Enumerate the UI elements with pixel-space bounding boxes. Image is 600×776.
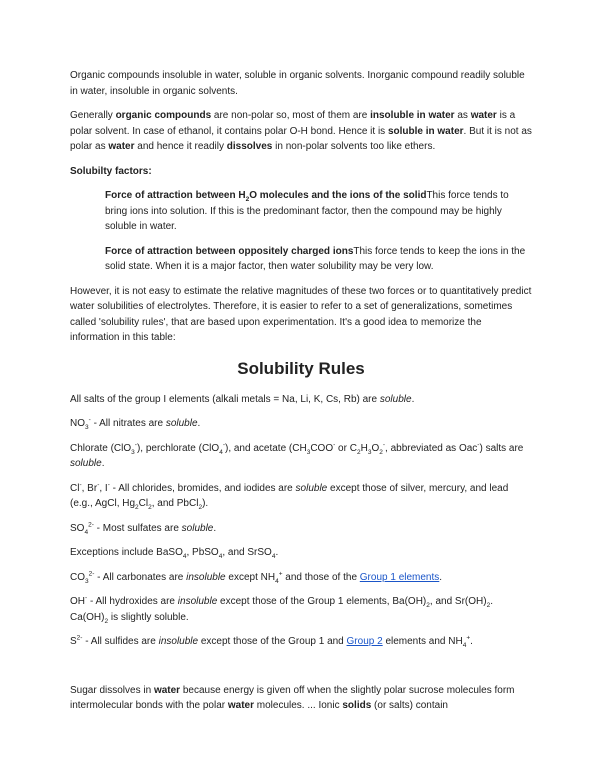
sugar-paragraph: Sugar dissolves in water because energy is given off when the slightly polar sucrose molecules form intermolecular bonds with the polar water molecules. ... Ionic solids (or salts) contain xyxy=(70,684,515,711)
however-paragraph: However, it is not easy to estimate the relative magnitudes of these two forces or to quantitatively predict water solubilities of electrolytes. Therefore, it is easier to refer to a set of generalizations, sometimes called 'solubility rules', that are based upon experimentation. It's a good idea to memorize the information in this table: xyxy=(70,285,532,343)
organic-compounds-paragraph: Generally organic compounds are non-polar so, most of them are insoluble in water as water is a polar solvent. In case of ethanol, it contains polar O-H bond. Hence it is soluble in water. But it is not as polar as water and hence it readily dissolves in non-polar solvents too like ethers. xyxy=(70,110,532,152)
spacer xyxy=(70,659,532,683)
group-1-elements-link[interactable]: Group 1 elements xyxy=(359,571,440,583)
rule-nitrates: $NO_3^-$ - All nitrates are soluble. xyxy=(70,416,201,431)
rule-sulfides: $S^{2-}$ - All sulfides are insoluble except those of the Group 1 and Group 2 elements and $NH_4^+$. xyxy=(70,634,473,649)
group-2-link[interactable]: Group 2 xyxy=(346,636,383,647)
factor-water-ion-attraction: Force of attraction between $H_2O$ molecules and the ions of the solidThis force tends to bring ions into solution. If this is the predominant factor, then the compound may be highly soluble in water. xyxy=(105,190,509,232)
rule-chlorates: Chlorate (ClO$_3$-), perchlorate (ClO$_4$-), and acetate ($CH_3COO^-$ or $C_2H_3O_2^-$, abbreviated as Oac-) salts are soluble. xyxy=(70,441,524,469)
solubility-factors-heading: Solubilty factors: xyxy=(70,165,152,177)
page-title: Solubility Rules xyxy=(237,358,365,378)
rule-group-i-salts: All salts of the group I elements (alkali metals = Na, Li, K, Cs, Rb) are soluble. xyxy=(70,393,415,405)
rule-sulfate-exceptions: Exceptions include BaSO$_4$, PbSO$_4$, and SrSO$_4$. xyxy=(70,547,279,560)
intro-paragraph: Organic compounds insoluble in water, soluble in organic solvents. Inorganic compound readily soluble in water, insoluble in organic solvents. xyxy=(70,70,525,97)
rule-halides: Cl-, Br-, I- - All chlorides, bromides, and iodides are soluble except those of silver, mercury, and lead (e.g., AgCl, $Hg_2Cl_2$, and PbCl$_2$). xyxy=(70,481,509,511)
rule-carbonates: $CO_3^{2-}$ - All carbonates are insoluble except $NH_4^+$ and those of the Group 1 elements. xyxy=(70,570,443,585)
rule-hydroxides: OH- - All hydroxides are insoluble except those of the Group 1 elements, $Ba(OH)_2$, and $Sr(OH)_2$. $Ca(OH)_2$ is slightly soluble. xyxy=(70,594,493,625)
factor-opposite-charge-attraction: Force of attraction between oppositely charged ionsThis force tends to keep the ions in the solid state. When it is a major factor, then water solubility may be very low. xyxy=(105,245,526,272)
rule-sulfates: $SO_4^{2-}$ - Most sulfates are soluble. xyxy=(70,521,217,536)
document-body xyxy=(70,68,532,723)
